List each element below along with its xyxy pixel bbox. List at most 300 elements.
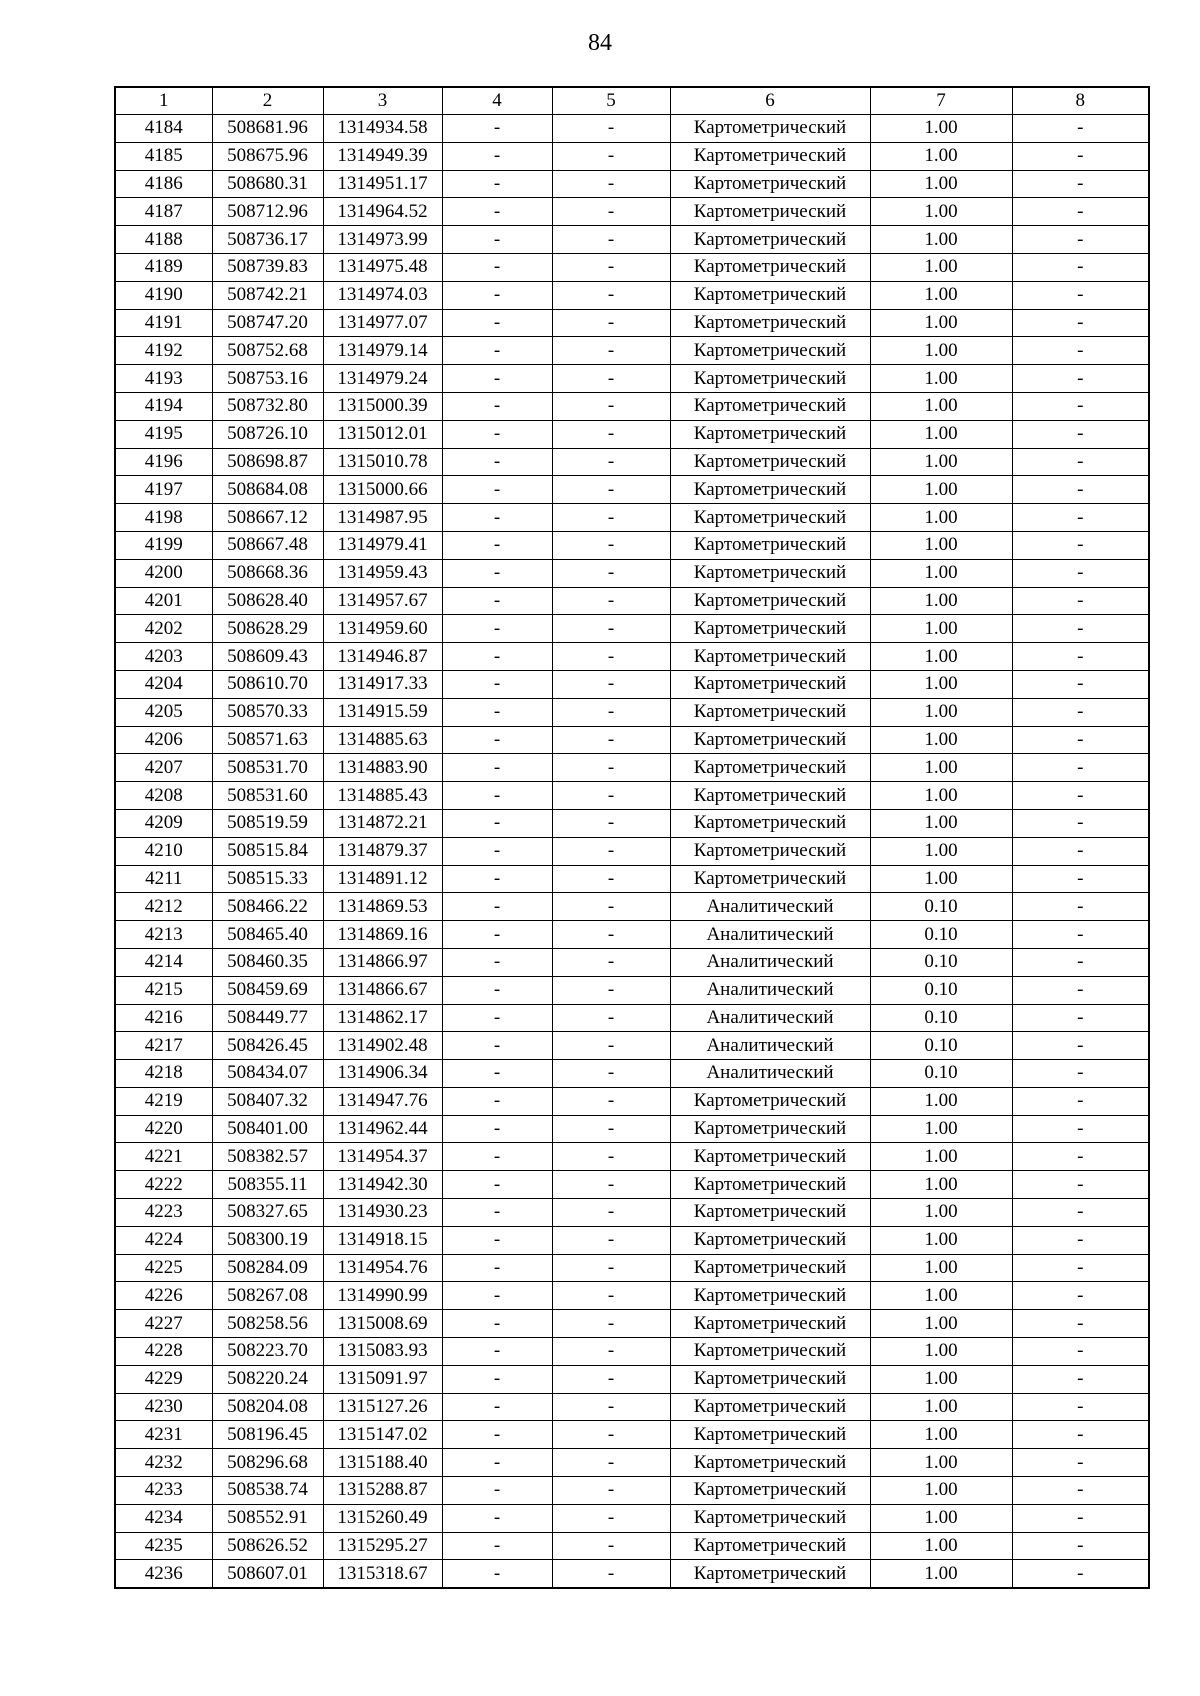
cell-accuracy: 1.00 (870, 1115, 1012, 1143)
cell-y-coordinate: 1314915.59 (323, 698, 442, 726)
table-row (115, 337, 1149, 365)
cell-y-coordinate: 1314869.16 (323, 921, 442, 949)
cell-accuracy: 1.00 (870, 1477, 1012, 1505)
cell-col-8: - (1012, 337, 1149, 365)
cell-col-5: - (552, 698, 670, 726)
cell-col-5: - (552, 365, 670, 393)
cell-col-4: - (442, 142, 552, 170)
cell-col-8: - (1012, 1032, 1149, 1060)
cell-method: Картометрический (670, 420, 870, 448)
cell-col-8: - (1012, 1199, 1149, 1227)
table-row (115, 976, 1149, 1004)
cell-x-coordinate: 508515.33 (212, 865, 323, 893)
cell-col-5: - (552, 337, 670, 365)
cell-y-coordinate: 1314957.67 (323, 587, 442, 615)
table-row (115, 643, 1149, 671)
cell-method: Картометрический (670, 448, 870, 476)
table-row (115, 698, 1149, 726)
cell-col-8: - (1012, 420, 1149, 448)
cell-col-8: - (1012, 976, 1149, 1004)
cell-y-coordinate: 1314902.48 (323, 1032, 442, 1060)
cell-point-number: 4228 (115, 1338, 212, 1366)
column-header-1: 1 (115, 87, 212, 115)
table-row (115, 365, 1149, 393)
cell-accuracy: 1.00 (870, 198, 1012, 226)
table-row (115, 1143, 1149, 1171)
cell-accuracy: 0.10 (870, 893, 1012, 921)
cell-accuracy: 1.00 (870, 1532, 1012, 1560)
cell-point-number: 4200 (115, 559, 212, 587)
cell-col-5: - (552, 198, 670, 226)
cell-col-5: - (552, 921, 670, 949)
cell-col-4: - (442, 115, 552, 143)
cell-method: Картометрический (670, 170, 870, 198)
cell-col-4: - (442, 1449, 552, 1477)
cell-col-8: - (1012, 1338, 1149, 1366)
cell-x-coordinate: 508258.56 (212, 1310, 323, 1338)
cell-point-number: 4190 (115, 281, 212, 309)
cell-accuracy: 1.00 (870, 170, 1012, 198)
cell-col-8: - (1012, 809, 1149, 837)
cell-col-5: - (552, 504, 670, 532)
cell-x-coordinate: 508515.84 (212, 837, 323, 865)
cell-y-coordinate: 1314973.99 (323, 226, 442, 254)
table-row (115, 1449, 1149, 1477)
cell-accuracy: 1.00 (870, 337, 1012, 365)
cell-x-coordinate: 508667.12 (212, 504, 323, 532)
cell-col-4: - (442, 809, 552, 837)
cell-col-5: - (552, 309, 670, 337)
cell-point-number: 4199 (115, 531, 212, 559)
cell-col-4: - (442, 531, 552, 559)
cell-method: Картометрический (670, 1449, 870, 1477)
table-row (115, 531, 1149, 559)
cell-col-8: - (1012, 198, 1149, 226)
cell-col-8: - (1012, 1115, 1149, 1143)
cell-method: Картометрический (670, 754, 870, 782)
table-row (115, 1504, 1149, 1532)
cell-col-4: - (442, 1504, 552, 1532)
cell-y-coordinate: 1315008.69 (323, 1310, 442, 1338)
cell-y-coordinate: 1314866.97 (323, 948, 442, 976)
cell-method: Картометрический (670, 1115, 870, 1143)
cell-x-coordinate: 508531.70 (212, 754, 323, 782)
cell-method: Картометрический (670, 782, 870, 810)
cell-x-coordinate: 508296.68 (212, 1449, 323, 1477)
cell-x-coordinate: 508726.10 (212, 420, 323, 448)
cell-point-number: 4193 (115, 365, 212, 393)
cell-method: Картометрический (670, 531, 870, 559)
cell-col-8: - (1012, 365, 1149, 393)
cell-col-5: - (552, 1060, 670, 1088)
table-row (115, 837, 1149, 865)
cell-y-coordinate: 1315295.27 (323, 1532, 442, 1560)
cell-col-5: - (552, 559, 670, 587)
cell-point-number: 4232 (115, 1449, 212, 1477)
cell-point-number: 4186 (115, 170, 212, 198)
cell-col-8: - (1012, 253, 1149, 281)
cell-point-number: 4195 (115, 420, 212, 448)
cell-col-5: - (552, 1254, 670, 1282)
table-row (115, 1421, 1149, 1449)
cell-col-5: - (552, 1310, 670, 1338)
cell-point-number: 4211 (115, 865, 212, 893)
coordinates-table (114, 86, 1150, 1589)
cell-col-4: - (442, 615, 552, 643)
cell-method: Картометрический (670, 1338, 870, 1366)
table-row (115, 448, 1149, 476)
cell-method: Картометрический (670, 1171, 870, 1199)
cell-col-8: - (1012, 1254, 1149, 1282)
cell-x-coordinate: 508426.45 (212, 1032, 323, 1060)
cell-x-coordinate: 508220.24 (212, 1365, 323, 1393)
cell-y-coordinate: 1315010.78 (323, 448, 442, 476)
cell-method: Картометрический (670, 1282, 870, 1310)
cell-col-8: - (1012, 1365, 1149, 1393)
cell-col-4: - (442, 337, 552, 365)
cell-col-5: - (552, 1449, 670, 1477)
cell-point-number: 4217 (115, 1032, 212, 1060)
table-row (115, 198, 1149, 226)
cell-y-coordinate: 1315288.87 (323, 1477, 442, 1505)
cell-y-coordinate: 1315188.40 (323, 1449, 442, 1477)
table-row (115, 226, 1149, 254)
cell-y-coordinate: 1314883.90 (323, 754, 442, 782)
cell-col-5: - (552, 1004, 670, 1032)
table-row (115, 893, 1149, 921)
cell-y-coordinate: 1314862.17 (323, 1004, 442, 1032)
cell-col-8: - (1012, 115, 1149, 143)
cell-col-8: - (1012, 1532, 1149, 1560)
cell-x-coordinate: 508698.87 (212, 448, 323, 476)
cell-y-coordinate: 1314879.37 (323, 837, 442, 865)
cell-accuracy: 1.00 (870, 1226, 1012, 1254)
cell-col-4: - (442, 948, 552, 976)
cell-col-5: - (552, 1226, 670, 1254)
cell-point-number: 4225 (115, 1254, 212, 1282)
cell-accuracy: 1.00 (870, 559, 1012, 587)
cell-col-8: - (1012, 1226, 1149, 1254)
cell-y-coordinate: 1314891.12 (323, 865, 442, 893)
table-row (115, 170, 1149, 198)
cell-col-4: - (442, 893, 552, 921)
cell-method: Картометрический (670, 615, 870, 643)
cell-point-number: 4219 (115, 1087, 212, 1115)
cell-point-number: 4212 (115, 893, 212, 921)
cell-col-4: - (442, 1032, 552, 1060)
cell-col-8: - (1012, 1282, 1149, 1310)
cell-accuracy: 1.00 (870, 837, 1012, 865)
cell-y-coordinate: 1314942.30 (323, 1171, 442, 1199)
cell-method: Картометрический (670, 392, 870, 420)
cell-method: Картометрический (670, 504, 870, 532)
table-row (115, 587, 1149, 615)
cell-point-number: 4194 (115, 392, 212, 420)
cell-x-coordinate: 508284.09 (212, 1254, 323, 1282)
cell-y-coordinate: 1315318.67 (323, 1560, 442, 1588)
cell-col-4: - (442, 1338, 552, 1366)
cell-point-number: 4226 (115, 1282, 212, 1310)
cell-col-8: - (1012, 476, 1149, 504)
cell-col-5: - (552, 1477, 670, 1505)
cell-point-number: 4235 (115, 1532, 212, 1560)
cell-accuracy: 1.00 (870, 643, 1012, 671)
cell-col-8: - (1012, 1449, 1149, 1477)
cell-col-4: - (442, 1226, 552, 1254)
table-row (115, 1032, 1149, 1060)
table-row (115, 754, 1149, 782)
table-row (115, 115, 1149, 143)
cell-accuracy: 1.00 (870, 1449, 1012, 1477)
cell-method: Картометрический (670, 1199, 870, 1227)
cell-col-5: - (552, 754, 670, 782)
cell-col-4: - (442, 782, 552, 810)
cell-method: Картометрический (670, 643, 870, 671)
cell-accuracy: 1.00 (870, 226, 1012, 254)
cell-point-number: 4216 (115, 1004, 212, 1032)
cell-col-4: - (442, 1171, 552, 1199)
cell-accuracy: 0.10 (870, 1004, 1012, 1032)
cell-col-4: - (442, 281, 552, 309)
cell-accuracy: 1.00 (870, 754, 1012, 782)
cell-method: Аналитический (670, 948, 870, 976)
cell-x-coordinate: 508628.40 (212, 587, 323, 615)
cell-x-coordinate: 508732.80 (212, 392, 323, 420)
column-header-8: 8 (1012, 87, 1149, 115)
cell-y-coordinate: 1315083.93 (323, 1338, 442, 1366)
table-row (115, 1310, 1149, 1338)
cell-col-4: - (442, 309, 552, 337)
cell-x-coordinate: 508459.69 (212, 976, 323, 1004)
cell-col-4: - (442, 559, 552, 587)
cell-col-4: - (442, 670, 552, 698)
cell-x-coordinate: 508747.20 (212, 309, 323, 337)
cell-col-4: - (442, 698, 552, 726)
cell-col-8: - (1012, 170, 1149, 198)
cell-col-5: - (552, 893, 670, 921)
page-number: 84 (588, 30, 612, 56)
cell-col-5: - (552, 448, 670, 476)
cell-col-5: - (552, 643, 670, 671)
table-row (115, 559, 1149, 587)
cell-x-coordinate: 508571.63 (212, 726, 323, 754)
cell-point-number: 4233 (115, 1477, 212, 1505)
cell-col-5: - (552, 1504, 670, 1532)
cell-col-4: - (442, 1560, 552, 1588)
cell-col-8: - (1012, 698, 1149, 726)
cell-col-4: - (442, 476, 552, 504)
cell-accuracy: 1.00 (870, 1254, 1012, 1282)
cell-col-5: - (552, 1032, 670, 1060)
cell-accuracy: 1.00 (870, 1282, 1012, 1310)
cell-point-number: 4231 (115, 1421, 212, 1449)
cell-accuracy: 1.00 (870, 1087, 1012, 1115)
cell-col-5: - (552, 1171, 670, 1199)
cell-accuracy: 1.00 (870, 782, 1012, 810)
cell-col-4: - (442, 1143, 552, 1171)
cell-col-5: - (552, 1115, 670, 1143)
cell-y-coordinate: 1314918.15 (323, 1226, 442, 1254)
cell-method: Аналитический (670, 893, 870, 921)
cell-accuracy: 1.00 (870, 1338, 1012, 1366)
table-row (115, 1226, 1149, 1254)
column-header-6: 6 (670, 87, 870, 115)
cell-col-8: - (1012, 1477, 1149, 1505)
cell-x-coordinate: 508570.33 (212, 698, 323, 726)
cell-accuracy: 1.00 (870, 392, 1012, 420)
cell-col-8: - (1012, 1004, 1149, 1032)
cell-col-5: - (552, 1282, 670, 1310)
cell-col-5: - (552, 281, 670, 309)
cell-col-5: - (552, 809, 670, 837)
cell-col-5: - (552, 1199, 670, 1227)
cell-col-5: - (552, 476, 670, 504)
cell-accuracy: 1.00 (870, 1199, 1012, 1227)
cell-method: Картометрический (670, 1365, 870, 1393)
cell-col-8: - (1012, 1060, 1149, 1088)
cell-x-coordinate: 508684.08 (212, 476, 323, 504)
cell-x-coordinate: 508712.96 (212, 198, 323, 226)
cell-x-coordinate: 508626.52 (212, 1532, 323, 1560)
cell-accuracy: 1.00 (870, 1143, 1012, 1171)
cell-col-8: - (1012, 921, 1149, 949)
cell-accuracy: 1.00 (870, 615, 1012, 643)
cell-x-coordinate: 508407.32 (212, 1087, 323, 1115)
cell-accuracy: 0.10 (870, 948, 1012, 976)
cell-accuracy: 1.00 (870, 1504, 1012, 1532)
cell-col-5: - (552, 615, 670, 643)
cell-accuracy: 1.00 (870, 309, 1012, 337)
cell-col-8: - (1012, 559, 1149, 587)
cell-col-4: - (442, 1115, 552, 1143)
cell-col-5: - (552, 253, 670, 281)
cell-method: Картометрический (670, 1254, 870, 1282)
cell-point-number: 4189 (115, 253, 212, 281)
cell-y-coordinate: 1314930.23 (323, 1199, 442, 1227)
cell-y-coordinate: 1314869.53 (323, 893, 442, 921)
cell-x-coordinate: 508680.31 (212, 170, 323, 198)
cell-accuracy: 1.00 (870, 142, 1012, 170)
cell-x-coordinate: 508609.43 (212, 643, 323, 671)
cell-x-coordinate: 508434.07 (212, 1060, 323, 1088)
cell-accuracy: 1.00 (870, 281, 1012, 309)
cell-point-number: 4202 (115, 615, 212, 643)
cell-method: Аналитический (670, 1004, 870, 1032)
cell-col-5: - (552, 1560, 670, 1588)
cell-col-4: - (442, 1393, 552, 1421)
cell-col-8: - (1012, 531, 1149, 559)
cell-accuracy: 1.00 (870, 1365, 1012, 1393)
cell-col-4: - (442, 643, 552, 671)
cell-accuracy: 1.00 (870, 865, 1012, 893)
column-header-4: 4 (442, 87, 552, 115)
cell-point-number: 4215 (115, 976, 212, 1004)
cell-accuracy: 1.00 (870, 504, 1012, 532)
cell-col-8: - (1012, 782, 1149, 810)
table-row (115, 726, 1149, 754)
cell-accuracy: 1.00 (870, 587, 1012, 615)
cell-accuracy: 1.00 (870, 448, 1012, 476)
cell-col-8: - (1012, 948, 1149, 976)
table-row (115, 1282, 1149, 1310)
cell-col-5: - (552, 1393, 670, 1421)
table-row (115, 1060, 1149, 1088)
table-row (115, 1560, 1149, 1588)
table-row (115, 1087, 1149, 1115)
table-row (115, 782, 1149, 810)
table-row (115, 1199, 1149, 1227)
cell-x-coordinate: 508465.40 (212, 921, 323, 949)
cell-col-8: - (1012, 1171, 1149, 1199)
cell-x-coordinate: 508466.22 (212, 893, 323, 921)
cell-accuracy: 1.00 (870, 476, 1012, 504)
cell-col-4: - (442, 1004, 552, 1032)
cell-col-8: - (1012, 226, 1149, 254)
cell-point-number: 4204 (115, 670, 212, 698)
cell-point-number: 4205 (115, 698, 212, 726)
cell-method: Картометрический (670, 1087, 870, 1115)
cell-method: Картометрический (670, 865, 870, 893)
table-row (115, 1004, 1149, 1032)
cell-point-number: 4197 (115, 476, 212, 504)
cell-method: Картометрический (670, 115, 870, 143)
cell-col-8: - (1012, 1504, 1149, 1532)
cell-col-4: - (442, 420, 552, 448)
table-header (115, 87, 1149, 115)
cell-col-5: - (552, 226, 670, 254)
cell-point-number: 4223 (115, 1199, 212, 1227)
cell-col-8: - (1012, 837, 1149, 865)
cell-col-8: - (1012, 587, 1149, 615)
cell-col-8: - (1012, 1560, 1149, 1588)
cell-col-4: - (442, 865, 552, 893)
cell-x-coordinate: 508267.08 (212, 1282, 323, 1310)
cell-point-number: 4229 (115, 1365, 212, 1393)
cell-method: Картометрический (670, 1477, 870, 1505)
cell-col-5: - (552, 976, 670, 1004)
cell-y-coordinate: 1314959.60 (323, 615, 442, 643)
cell-col-4: - (442, 1060, 552, 1088)
cell-y-coordinate: 1314947.76 (323, 1087, 442, 1115)
cell-accuracy: 0.10 (870, 1060, 1012, 1088)
cell-method: Аналитический (670, 921, 870, 949)
cell-col-8: - (1012, 448, 1149, 476)
cell-method: Картометрический (670, 253, 870, 281)
table-row (115, 948, 1149, 976)
table-row (115, 309, 1149, 337)
cell-col-8: - (1012, 504, 1149, 532)
cell-col-4: - (442, 448, 552, 476)
cell-point-number: 4187 (115, 198, 212, 226)
cell-method: Картометрический (670, 1421, 870, 1449)
cell-method: Картометрический (670, 726, 870, 754)
cell-accuracy: 1.00 (870, 420, 1012, 448)
cell-x-coordinate: 508739.83 (212, 253, 323, 281)
cell-col-4: - (442, 1254, 552, 1282)
cell-col-5: - (552, 142, 670, 170)
cell-col-8: - (1012, 754, 1149, 782)
table-row (115, 281, 1149, 309)
cell-method: Картометрический (670, 1532, 870, 1560)
cell-method: Картометрический (670, 281, 870, 309)
cell-x-coordinate: 508610.70 (212, 670, 323, 698)
cell-method: Картометрический (670, 1393, 870, 1421)
header-row (115, 87, 1149, 115)
cell-col-8: - (1012, 309, 1149, 337)
cell-point-number: 4191 (115, 309, 212, 337)
cell-point-number: 4227 (115, 1310, 212, 1338)
table-row (115, 1393, 1149, 1421)
